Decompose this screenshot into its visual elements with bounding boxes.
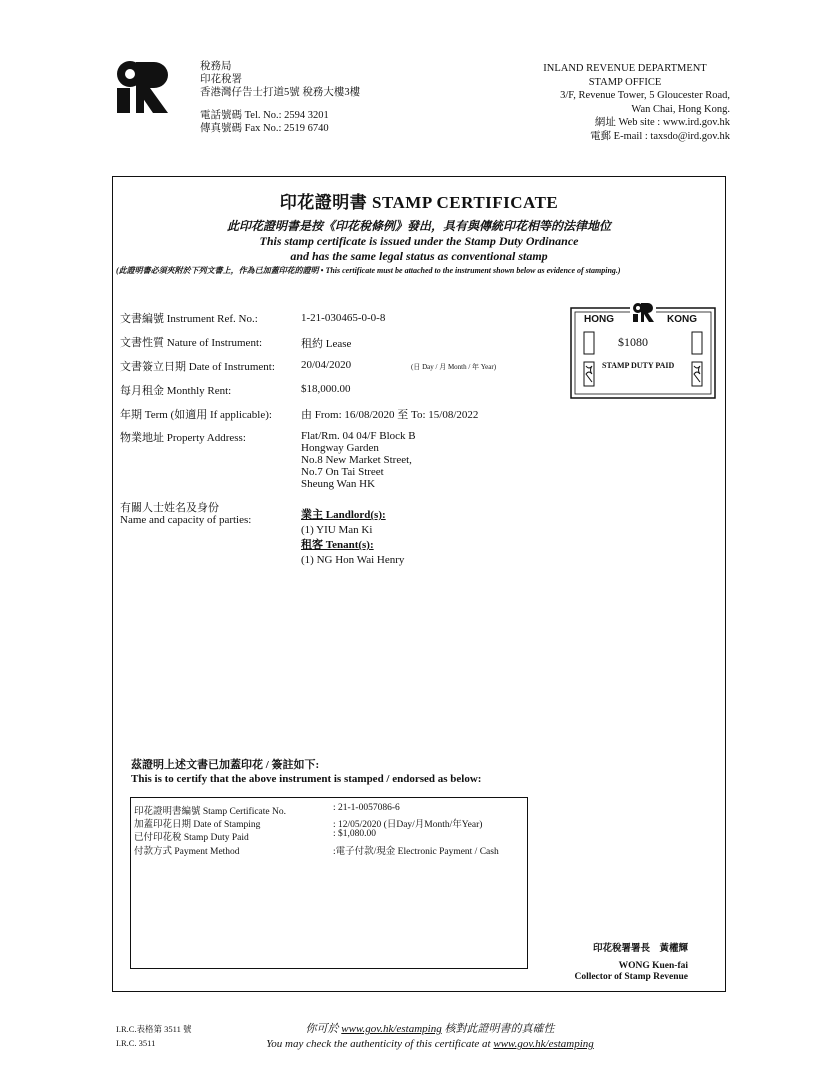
verify-link-en[interactable]: www.gov.hk/estamping <box>493 1038 594 1050</box>
address-line-1: 3/F, Revenue Tower, 5 Gloucester Road, <box>560 90 730 101</box>
stamp-caption: STAMP DUTY PAID <box>602 361 675 370</box>
email: 電郵 E-mail : taxsdo@ird.gov.hk <box>590 130 730 142</box>
stamp-cert-no-label: 印花證明書編號 Stamp Certificate No. <box>134 807 286 817</box>
stamp-cert-no-value: : 21-1-0057086-6 <box>333 803 400 813</box>
dept-name-en: INLAND REVENUE DEPARTMENT <box>543 63 707 74</box>
parties-list <box>301 508 404 568</box>
verify-en-prefix: You may check the authenticity of this certificate at <box>266 1038 494 1050</box>
subtitle-en-1: This stamp certificate is issued under the Stamp Duty Ordinance <box>259 234 579 248</box>
tenant-label: 租客 Tenant(s): <box>301 539 374 551</box>
form-number <box>116 1022 191 1050</box>
collector-name-en: WONG Kuen-fai <box>618 960 688 971</box>
verify-link-zh[interactable]: www.gov.hk/estamping <box>341 1023 442 1035</box>
form-number-en: I.R.C. 3511 <box>116 1038 156 1048</box>
address-line: Sheung Wan HK <box>301 478 376 490</box>
header-contact-zh <box>200 60 360 135</box>
address-line-2: Wan Chai, Hong Kong. <box>631 103 730 115</box>
header-contact-en <box>520 62 730 143</box>
endorsement-heading-en: This is to certify that the above instrument is stamped / endorsed as below: <box>131 773 482 785</box>
website: 網址 Web site : www.ird.gov.hk <box>594 117 730 128</box>
tenant-name: (1) NG Hon Wai Henry <box>301 554 405 566</box>
address-line: Flat/Rm. 04 04/F Block B <box>301 430 416 442</box>
stamp-kong: KONG <box>667 314 697 325</box>
date-label: 文書簽立日期 Date of Instrument: <box>120 361 275 373</box>
address-line: No.8 New Market Street, <box>301 454 412 466</box>
date-value: 20/04/2020 <box>301 359 352 371</box>
ref-label: 文書編號 Instrument Ref. No.: <box>120 313 258 325</box>
stamping-date-value: : 12/05/2020 (日Day/月Month/年Year) <box>333 820 483 830</box>
ref-value: 1-21-030465-0-0-8 <box>301 312 386 324</box>
duty-paid-label: 已付印花稅 Stamp Duty Paid <box>134 833 249 843</box>
parties-label <box>120 502 251 526</box>
collector-signature <box>540 944 688 984</box>
address-line: Hongway Garden <box>301 442 379 454</box>
address-label: 物業地址 Property Address: <box>120 432 246 444</box>
subtitle-en-2: and has the same legal status as conventional stamp <box>290 249 548 263</box>
payment-method-value: :電子付款/現金 Electronic Payment / Cash <box>333 847 499 857</box>
collector-title-zh: 印花稅署署長 黃權輝 <box>592 944 688 954</box>
nature-label: 文書性質 Nature of Instrument: <box>120 337 263 349</box>
duty-paid-value: : $1,080.00 <box>333 829 377 839</box>
verify-zh-prefix: 你可於 <box>305 1023 342 1035</box>
address-line: No.7 On Tai Street <box>301 466 384 478</box>
subtitle-zh: 此印花證明書是按《印花稅條例》發出，具有與傳統印花相等的法律地位 <box>226 219 611 233</box>
ird-logo-icon <box>116 60 176 114</box>
term-value: 由 From: 16/08/2020 至 To: 15/08/2022 <box>301 409 479 421</box>
term-label: 年期 Term (如適用 If applicable): <box>120 409 272 421</box>
certificate-title: 印花證明書 STAMP CERTIFICATE <box>279 193 559 212</box>
office-name-zh: 印花稅署 <box>200 74 242 85</box>
rent-value: $18,000.00 <box>301 383 351 395</box>
nature-value: 租約 Lease <box>301 338 352 350</box>
landlord-name: (1) YIU Man Ki <box>301 524 373 536</box>
stamp-amount: $1080 <box>618 335 648 349</box>
attachment-note: (此證明書必須夾附於下列文書上，作為已加蓋印花的證明 • This certificate must be attached to the instrument shown below as evidence of stamping.) <box>116 266 621 275</box>
stamping-date-label: 加蓋印花日期 Date of Stamping <box>134 820 261 830</box>
parties-label-zh: 有關人士姓名及身份 <box>120 502 219 514</box>
address-zh: 香港灣仔告士打道5號 稅務大樓3樓 <box>200 87 361 98</box>
landlord-label: 業主 Landlord(s): <box>301 509 386 521</box>
office-name-en: STAMP OFFICE <box>588 76 662 88</box>
endorsement-heading-zh: 茲證明上述文書已加蓋印花 / 簽註如下: <box>131 759 320 771</box>
fax-number: 傳真號碼 Fax No.: 2519 6740 <box>200 123 329 134</box>
verify-zh-suffix: 核對此證明書的真確性 <box>441 1023 555 1035</box>
endorsement-heading <box>131 758 481 786</box>
collector-title-en: Collector of Stamp Revenue <box>574 972 688 982</box>
stamp-duty-paid-seal <box>570 300 716 400</box>
verify-note-zh <box>200 1020 660 1036</box>
rent-label: 每月租金 Monthly Rent: <box>120 385 232 397</box>
property-address <box>301 430 416 490</box>
form-number-zh: I.R.C.表格第 3511 號 <box>116 1024 192 1034</box>
dept-name-zh: 稅務局 <box>200 61 232 72</box>
tel-number: 電話號碼 Tel. No.: 2594 3201 <box>200 110 329 121</box>
verify-note-en <box>200 1038 660 1050</box>
stamp-hong: HONG <box>584 314 614 325</box>
parties-label-en: Name and capacity of parties: <box>120 514 252 526</box>
date-format-hint: (日 Day / 月 Month / 年 Year) <box>411 363 497 371</box>
payment-method-label: 付款方式 Payment Method <box>134 847 240 857</box>
